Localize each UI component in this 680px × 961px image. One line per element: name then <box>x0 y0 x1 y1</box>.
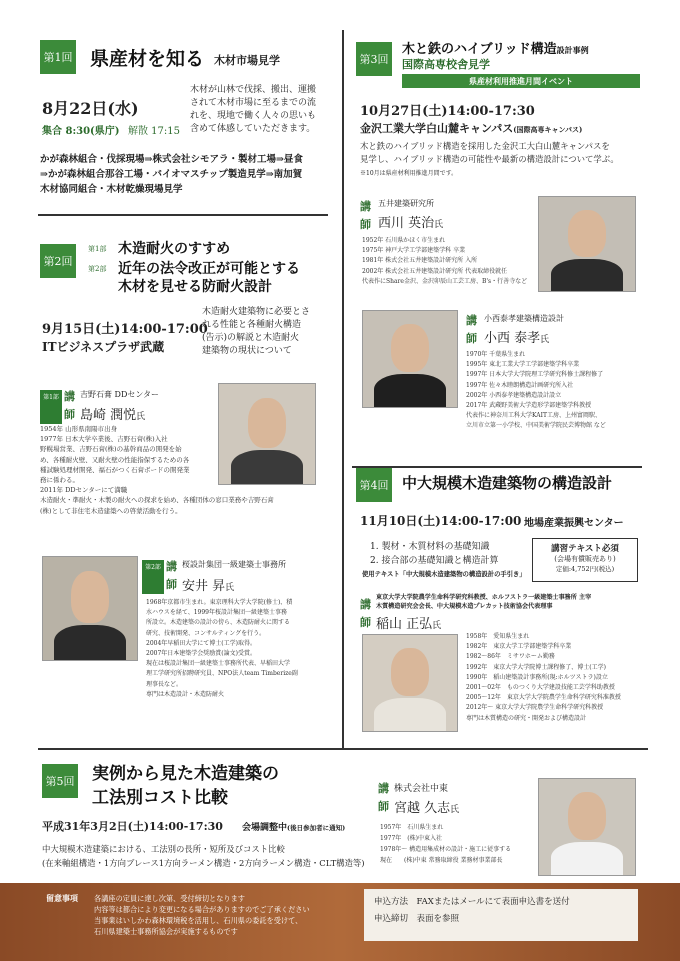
venue: 地場産業振興センター <box>524 518 624 529</box>
lecturer-bio: 1952年 石川県かほく市生まれ 1975年 神戸大学工学部建築学科 卒業 1981年 株式会社五井建築設計研究所 入所 2002年 株式会社五井建築設計研究所 代表取締役就任 代表作にShare金沢、金沢卯辰山工芸工房、B's・行善寺など <box>362 237 528 285</box>
lecturer-org: 小西泰孝建築構造設計 <box>484 314 564 323</box>
topics: 1. 製材・木質材料の基礎知識 2. 接合部の基礎知識と構造計算 <box>370 542 499 566</box>
part2-title-cont: 木材を見せる防耐火設計 <box>118 279 272 295</box>
lecturer-name: 安井 昇氏 <box>182 579 235 594</box>
lecturer-org: 株式会社中東 <box>394 784 449 794</box>
part-tag: 第1部 <box>40 390 62 424</box>
venue: 金沢工業大学白山麓キャンパス(国際高専キャンパス) <box>360 122 583 135</box>
event-date: 10月27日(土)14:00-17:30 <box>360 104 535 119</box>
lecturer-photo <box>538 778 636 876</box>
lecturer-org: 東京大学大学院農学生命科学研究科教授、ホルフストラ一級建築士事務所 主宰 木質構造研究会会長、中大規模木造プレカット技術協会代表理事 <box>376 594 592 610</box>
divider-s1 <box>38 214 328 216</box>
footer-band <box>0 883 680 961</box>
meet-time: 集合 8:30(県庁) <box>42 126 120 137</box>
textbox-notice: 講習テキスト必須 (会場有償販売あり) 定価:4,752円(税込) <box>532 538 638 582</box>
note: ※10月は県産材利用推進月間です。 <box>360 170 458 177</box>
part2-title: 近年の法令改正が可能とする <box>118 261 300 277</box>
column-divider <box>342 30 344 750</box>
description: 中大規模木造建築における、工法別の長所・短所及びコスト比較 (在来軸組構造・1方向ブレース1方向ラーメン構造・2方向ラーメン構造・CLT構造等) <box>42 844 365 868</box>
event-date: 平成31年3月2日(土)14:00-17:30 <box>42 820 223 833</box>
lecturer-org: 五井建築研究所 <box>378 199 434 208</box>
lecturer-photo <box>362 310 458 408</box>
part-tag: 第2部 <box>142 560 164 594</box>
lecturer-name: 島崎 潤悦氏 <box>80 408 146 423</box>
divider-s5 <box>38 748 648 750</box>
venue: 会場調整中(後日参加者に通知) <box>242 823 346 833</box>
lecturer-mark: 講 師 <box>166 560 177 591</box>
apply-method: 申込方法 FAXまたはメールにて表面申込書を送付 <box>374 897 570 907</box>
lecturer-photo <box>42 556 138 661</box>
badge: 第4回 <box>356 468 392 502</box>
section-title: 実例から見た木造建築の 工法別コスト比較 <box>92 764 279 808</box>
section-title: 中大規模木造建築物の構造設計 <box>402 474 613 492</box>
section-subtitle: 木材市場見学 <box>214 54 280 67</box>
lecturer-photo <box>362 634 458 732</box>
apply-deadline: 申込締切 表面を参照 <box>374 914 460 924</box>
lecturer-mark: 講 師 <box>360 200 371 231</box>
lecturer-bio: 1958年 愛知県生まれ 1982年 東京大学工学部建築学科卒業 1982〜86年 ミサワホーム勤務 1992年 東京大学大学院博士課程修了、博士(工学) 1990年 稲山建築設計事務所(現:ホルツストラ)設立 2001〜02年 ものつくり大学建設技能工芸学科助教授 2005〜12年 東京大学大学院農学生命科学研究科准教授 2012年〜 東京大学大学院農学生命科学研究科教授 専門は木質構造の研究・開発および構造設計 <box>466 633 621 722</box>
badge: 第1回 <box>40 40 76 74</box>
event-band: 県産材利用推進月間イベント <box>402 74 640 88</box>
section-title: 県産材を知る <box>90 48 205 70</box>
badge: 第5回 <box>42 764 78 798</box>
lecturer-bio: 1957年 石川県生まれ 1977年 (株)中東入社 1978年〜 構造用集成材の設計・施工に従事する 現在 (株)中東 常務取締役 業務材事業部長 <box>380 824 512 864</box>
part-label: 第2部 <box>88 265 107 273</box>
lecturer-photo <box>538 196 636 292</box>
text-note: 使用テキスト「中大規模木造建築物の構造設計の手引き」 <box>362 571 526 578</box>
description: 木造耐火建築物に必要とさ れる性能と各種耐火構造 (告示)の解説と木造耐火 建築物の現状について <box>202 307 311 356</box>
badge: 第2回 <box>40 244 76 278</box>
lecturer-name: 小西 泰孝氏 <box>484 331 550 346</box>
description: 木と鉄のハイブリッド構造を採用した金沢工大白山麓キャンパスを 見学し、ハイブリッド構造の可能性や最新の構造設計について学ぶ。 <box>360 141 619 164</box>
lecturer-bio: 1954年 山形県南陽市出身 1977年 日本大学卒業後、吉野石膏(株)入社 野幌場営業、吉野石膏(株)の基幹商品の開発を始 め、各種耐火壁、又耐火壁の性能指保するための各 種試験処理材開発、福石がつく石膏ボードの開発業 務に係わる。 2011年 DDセンターにて満職 木造耐火・準耐火・木製の耐火への探求を始め、各種団体の窓口業務や吉野石膏 (株)として非住宅木造建築への啓蒙活動を行う。 <box>40 425 274 515</box>
part-label: 第1部 <box>88 245 107 253</box>
notice-label: 留意事項 <box>46 893 78 903</box>
lecturer-org: 吉野石膏 DDセンター <box>80 390 160 399</box>
lecturer-name: 稲山 正弘氏 <box>376 617 442 632</box>
divider-s4 <box>352 466 642 468</box>
section-title: 木と鉄のハイブリッド構造設計事例 <box>402 42 589 57</box>
part1-title: 木造耐火のすすめ <box>118 241 231 257</box>
lecturer-mark: 講 師 <box>360 598 371 629</box>
lecturer-mark: 講 師 <box>466 314 477 345</box>
lecturer-org: 桜設計集団一級建築士事務所 <box>182 560 286 569</box>
lecturer-name: 宮越 久志氏 <box>394 801 460 816</box>
description: 木材が山林で伐採、搬出、運搬 されて木材市場に至るまでの流 れを、現地で働く人々の思いも 含めて体感していただきます。 <box>190 85 317 134</box>
event-date: 8月22日(水) <box>42 99 139 118</box>
route: かが森林組合・伐採現場⇒株式会社シモアラ・製材工場⇒昼食 ⇒かが森林組合那谷工場・バイオマスチップ製造見学⇒南加賀 木材協同組合・木材乾燥現場見学 <box>40 154 303 195</box>
lecturer-bio: 1970年 千葉県生まれ 1995年 東北工業大学工学部建築学科卒業 1997年 日本大学大学院理工学研究科修士課程修了 1997年 佐々木睦朗構造計画研究所入社 2002年 小西泰孝建築構造設計設立 2017年 武蔵野美術大学造形学部建築学科教授 代表作に神奈川工科大学KAIT工房、上州富岡駅、 立川市立第一小学校、中国美術学院民芸博物館 など <box>466 351 606 430</box>
application-box <box>364 889 638 941</box>
lecturer-name: 西川 英治氏 <box>378 216 444 231</box>
lecturer-mark: 講 師 <box>64 390 75 421</box>
venue: ITビジネスプラザ武蔵 <box>42 340 165 354</box>
badge: 第3回 <box>356 42 392 76</box>
lecturer-bio: 1968年京都市生まれ。東京理科大学大学院(修士)、積 水ハウスを経て、1999年桜設計集団一級建築士事務 所設立。木造建築の設計の傍ら、木造防耐火に関する 研究、技術開発、コンサルティングを行う。 2004年早稲田大学にて博士(工学)取得。 2007年日本建築学会奨励賞(論文)受賞。 現在は桜設計集団一級建築士事務所代表、早稲田大学 理工学研究所招聘研究員、NPO法人team Timberize副 理事長など。 専門は木造設計・木造防耐火 <box>146 599 298 698</box>
event-date: 11月10日(土)14:00-17:00 <box>360 514 522 528</box>
end-time: 解散 17:15 <box>128 126 180 137</box>
event-date: 9月15日(土)14:00-17:00 <box>42 322 208 337</box>
section-subtitle: 国際高専校舎見学 <box>402 58 490 71</box>
notice-list: 各講座の定員に達し次第、受付締切となります 内容等は都合により変更になる場合がありますのでご了承ください 当事業はいしかわ森林環境税を活用し、石川県の委託を受けて、 石川県建築士事務所協会が実施するものです <box>94 894 310 936</box>
lecturer-mark: 講 師 <box>378 782 389 813</box>
